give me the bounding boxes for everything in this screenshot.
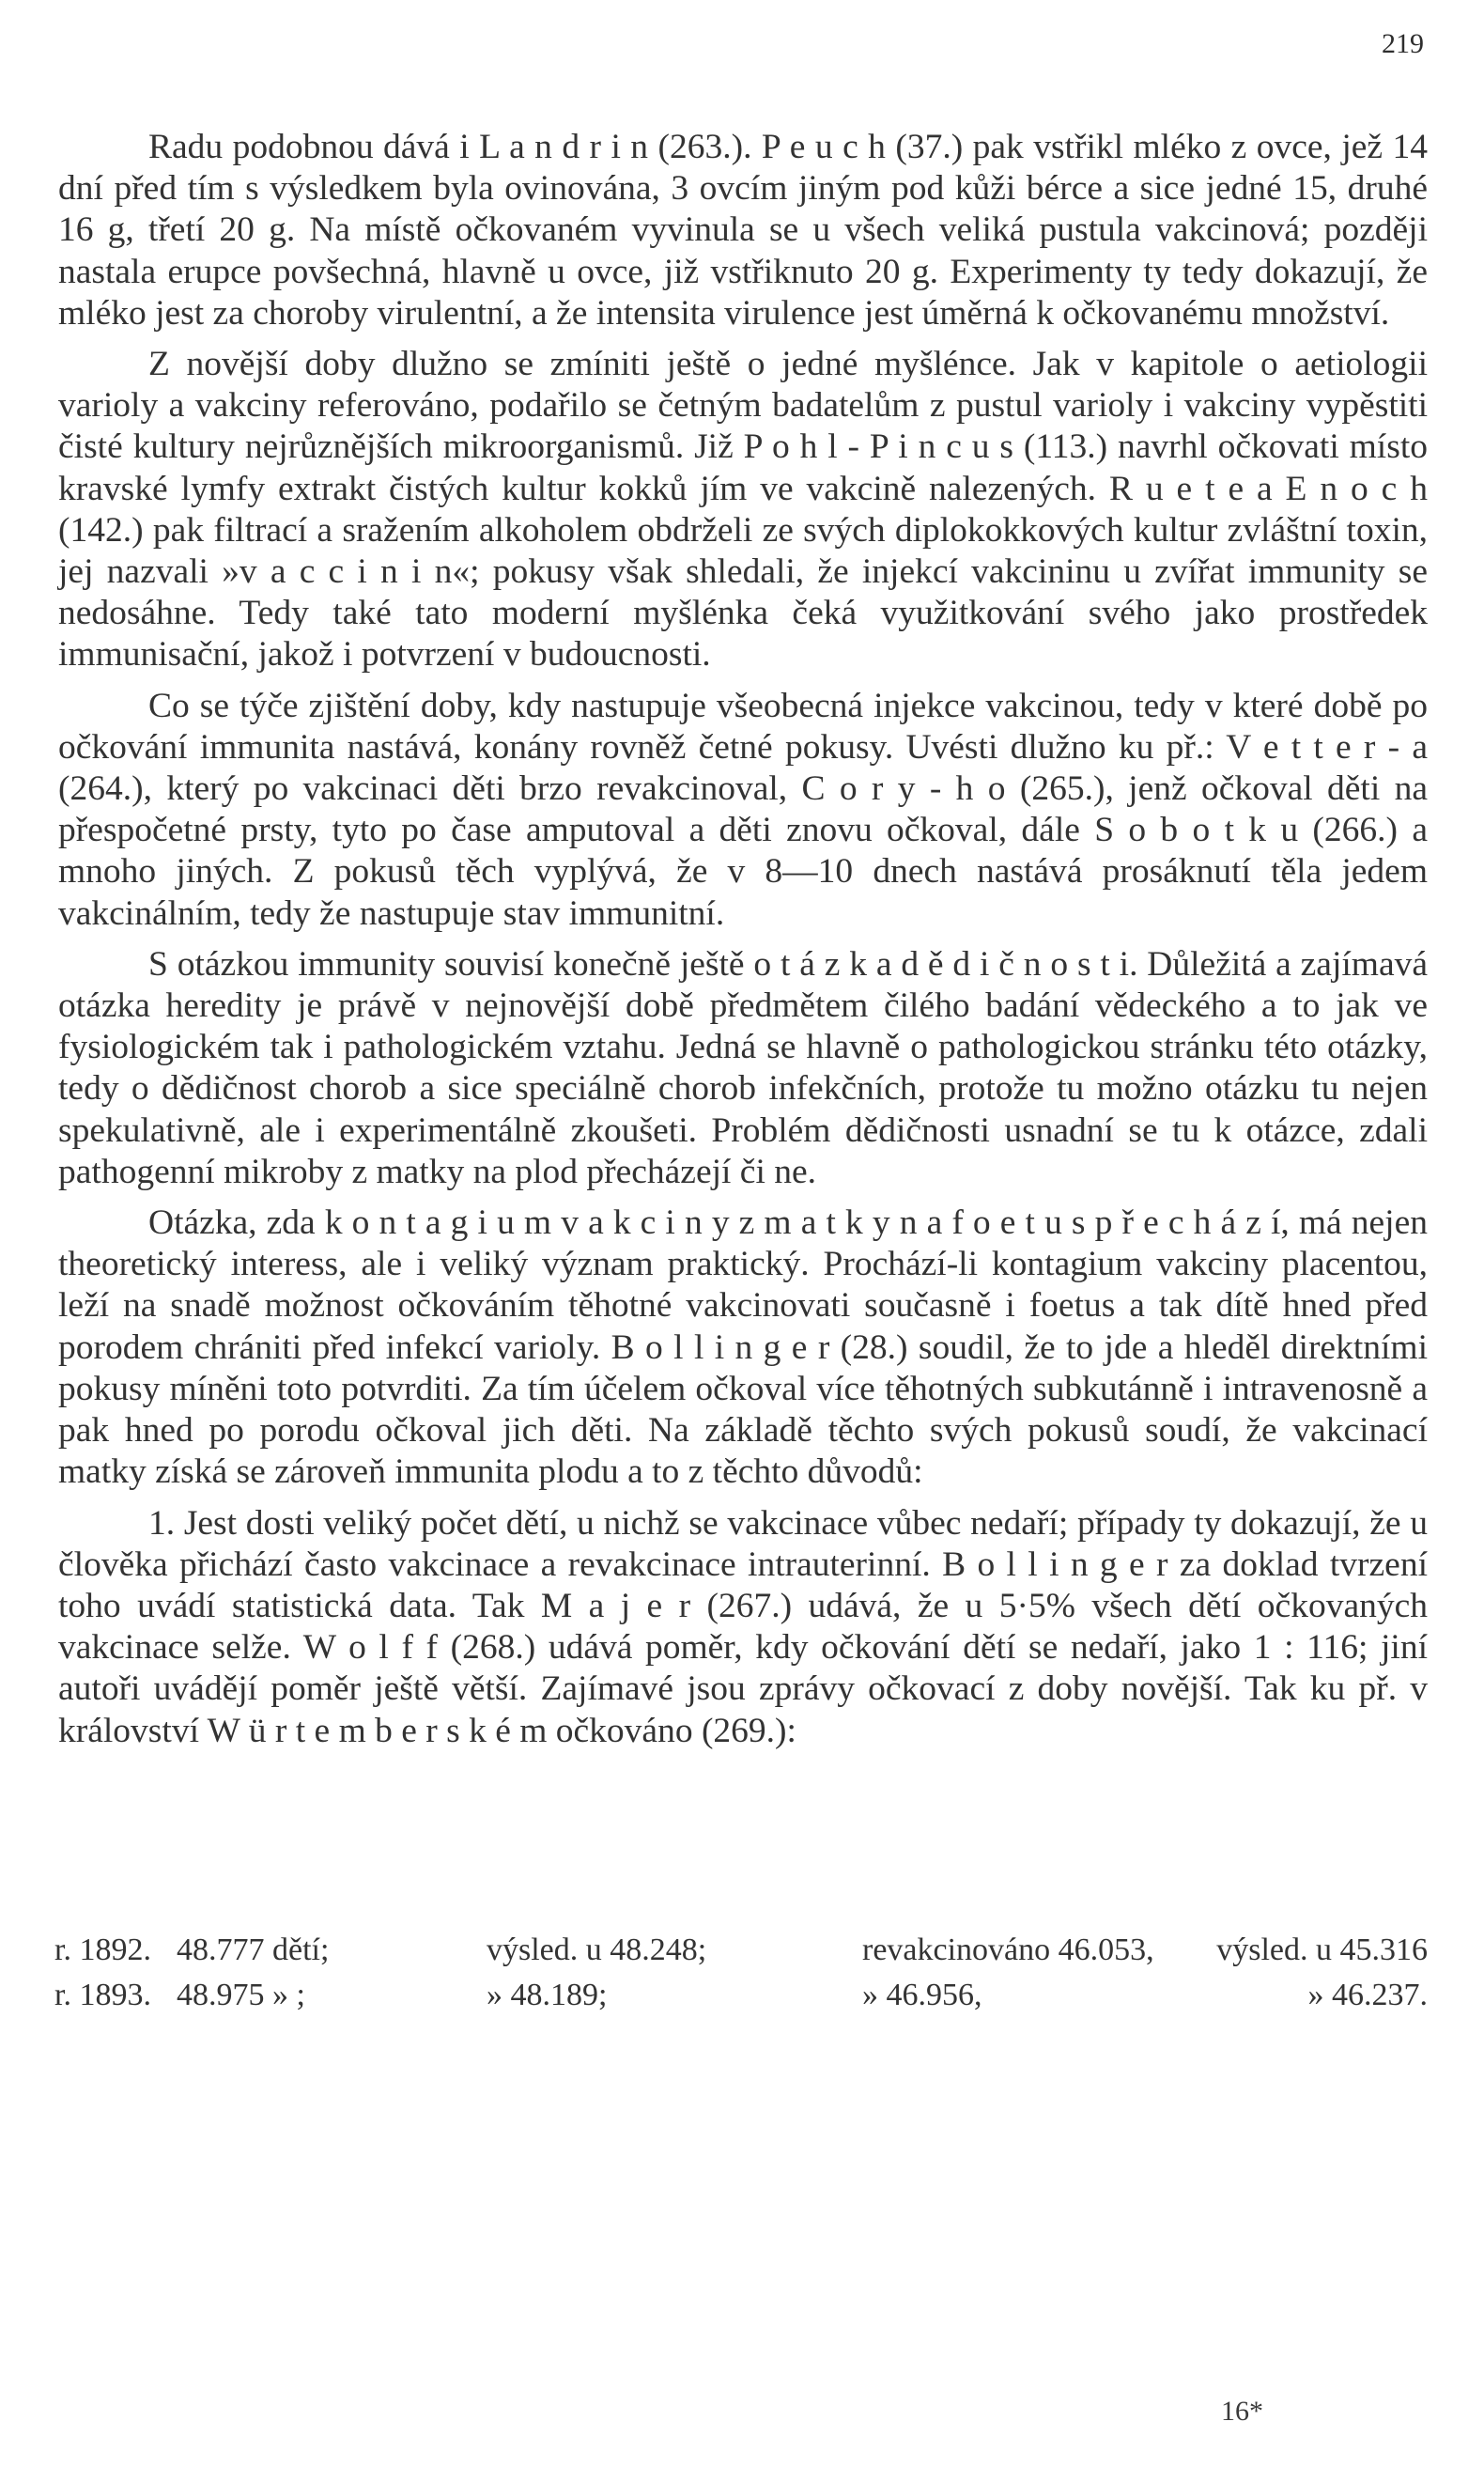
page-number: 219 [1382,28,1424,59]
printer-signature: 16* [1221,2396,1263,2427]
stats-success: výsled. u 48.248; [487,1932,707,1967]
stats-revaccinated-success: » 46.237. [1307,1978,1428,2012]
stats-total: 48.777 dětí; [177,1932,330,1967]
stats-year: r. 1892. [54,1932,151,1967]
stats-revaccinated: revakcinováno 46.053, [862,1932,1154,1967]
paragraph: Otázka, zda k o n t a g i u m v a k c i n y z m a t k y n a f o e t u s p ř e c h á z í, má nejen theoretický interess, ale i veliký význam praktický. Prochází-li kontagium vakciny placentou, leží na snadě možnost očkováním těhotné vakcinovati současně i foetus a tak dítě hned před porodem chrániti před infekcí varioly. B o l l i n g e r (28.) soudil, že to jde a hleděl direktními pokusy míněni toto potvrditi. Za tím účelem očkoval více těhotných subkutánně i intravenosně a pak hned po porodu očkoval jich děti. Na základě těchto svých pokusů soudí, že vakcinací matky získá se zároveň immunita plodu a to z těchto důvodů: [58,1203,1428,1492]
stats-revaccinated-success: výsled. u 45.316 [1216,1932,1428,1967]
enumerated-paragraph: 1. Jest dosti veliký počet dětí, u nichž se vakcinace vůbec nedaří; případy ty dokazují, že u člověka přichází často vakcinace a revakcinace intrauterinní. B o l l i n g e r za doklad tvrzení toho uvádí statistická data. Tak M a j e r (267.) udává, že u 5·5% všech dětí očkovaných vakcinace selže. W o l f f (268.) udává poměr, kdy očkování dětí se nedaří, jako 1 : 116; jiní autoři uvádějí poměr ještě větší. Zajímavé jsou zprávy očkovací z doby novější. Tak ku př. v království W ü r t e m b e r s k é m očkováno (269.): [58,1503,1428,1750]
stats-success: » 48.189; [487,1978,608,2012]
stats-total: 48.975 » ; [177,1978,305,2012]
stats-row [54,1928,1428,1973]
paragraph: Radu podobnou dává i L a n d r i n (263.). P e u c h (37.) pak vstřikl mléko z ovce, jež 14 dní před tím s výsledkem byla ovinována, 3 ovcím jiným pod kůži bérce a sice jedné 15, druhé 16 g, třetí 20 g. Na místě očkovaném vyvinula se u všech veliká pustula vakcinová; později nastala erupce povšechná, hlavně u ovce, již vstřiknuto 20 g. Experimenty ty tedy dokazují, že mléko jest za choroby virulentní, a že intensita virulence jest úměrná k očkovanému množství. [58,128,1428,333]
stats-year: r. 1893. [54,1978,151,2012]
stats-row [54,1973,1428,2018]
paragraph: Co se týče zjištění doby, kdy nastupuje všeobecná injekce vakcinou, tedy v které době po očkování immunita nastává, konány rovněž četné pokusy. Uvésti dlužno ku př.: V e t t e r - a (264.), který po vakcinaci děti brzo revakcinoval, C o r y - h o (265.), jenž očkoval děti na přespočetné prsty, tyto po čase amputoval a děti znovu očkoval, dále S o b o t k u (266.) a mnoho jiných. Z pokusů těch vyplývá, že v 8—10 dnech nastává prosáknutí těla jedem vakcinálním, tedy že nastupuje stav immunitní. [58,686,1428,933]
vaccination-stats-table [54,1928,1428,2018]
stats-revaccinated: » 46.956, [862,1978,982,2012]
text-body [58,127,1428,1762]
paragraph: S otázkou immunity souvisí konečně ještě o t á z k a d ě d i č n o s t i. Důležitá a zajímavá otázka heredity je právě v nejnovější době předmětem čilého badání vědeckého a to jak ve fysiologickém tak i pathologickém vztahu. Jedná se hlavně o pathologickou stránku této otázky, tedy o dědičnost chorob a sice speciálně chorob infekčních, protože tu možno otázku tu nejen spekulativně, ale i experimentálně zkoušeti. Problém dědičnosti usnadní se tu k otázce, zdali pathogenní mikroby z matky na plod přecházejí či ne. [58,944,1428,1191]
paragraph: Z novější doby dlužno se zmíniti ještě o jedné myšlénce. Jak v kapitole o aetiologii varioly a vakciny referováno, podařilo se četným badatelům z pustul varioly i vakciny vypěstiti čisté kultury nejrůznějších mikroorganismů. Již P o h l - P i n c u s (113.) navrhl očkovati místo kravské lymfy extrakt čistých kultur kokků jím ve vakcině nalezených. R u e t e a E n o c h (142.) pak filtrací a sražením alkoholem obdrželi ze svých diplokokkových kultur zvláštní toxin, jej nazvali »v a c c i n i n«; pokusy však shledali, že injekcí vakcininu u zvířat immunity se nedosáhne. Tedy také tato moderní myšlénka čeká využitkování svého jako prostředek immunisační, jakož i potvrzení v budoucnosti. [58,345,1428,675]
